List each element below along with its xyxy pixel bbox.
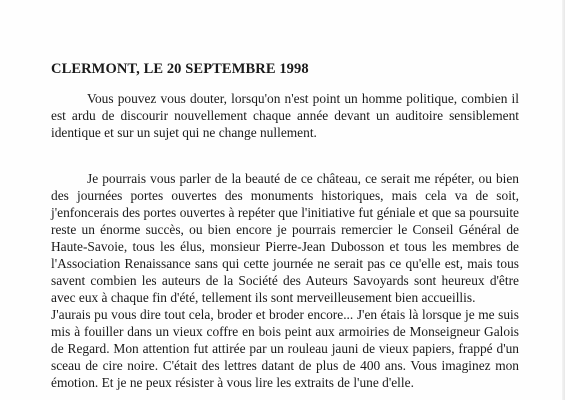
paragraph-text: Vous pouvez vous douter, lorsqu'on n'est point un homme politique, combien il est ardu de discourir nouvellement chaque année devant un auditoire sensiblement identique et sur un sujet qui ne change nullement. xyxy=(51,91,519,140)
paragraph-letters xyxy=(51,306,519,391)
paragraph-intro xyxy=(51,90,519,141)
document-heading: CLERMONT, LE 20 SEPTEMBRE 1998 xyxy=(51,61,309,77)
paragraph-text: Je pourrais vous parler de la beauté de ce château, ce serait me répéter, ou bien des journées portes ouvertes des monuments historiques, mais cela va de soit, j'enfoncerais des portes ouvertes à repéter que l'initiative fut géniale et que sa poursuite reste un énorme succès, ou bien encore je pourrais remercier le Conseil Général de Haute-Savoie, tous les élus, monsieur Pierre-Jean Dubosson et tous les membres de l'Association Renaissance sans qui cette journée ne serait pas ce qu'elle est, mais tous savent combien les auteurs de la Société des Auteurs Savoyards sont heureux d'être avec eux à chaque fin d'été, tellement ils sont merveilleusement bien accueillis. xyxy=(51,171,519,305)
paragraph-chateau xyxy=(51,170,519,306)
paragraph-text: J'aurais pu vous dire tout cela, broder et broder encore... J'en étais là lorsque je me suis mis à fouiller dans un vieux coffre en bois peint aux armoiries de Monseigneur Galois de Regard. Mon attention fut attirée par un rouleau jauni de vieux papiers, frappé d'un sceau de cire noire. C'était des lettres datant de plus de 400 ans. Vous imaginez mon émotion. Et je ne peux résister à vous lire les extraits de l'une d'elle. xyxy=(51,307,519,390)
